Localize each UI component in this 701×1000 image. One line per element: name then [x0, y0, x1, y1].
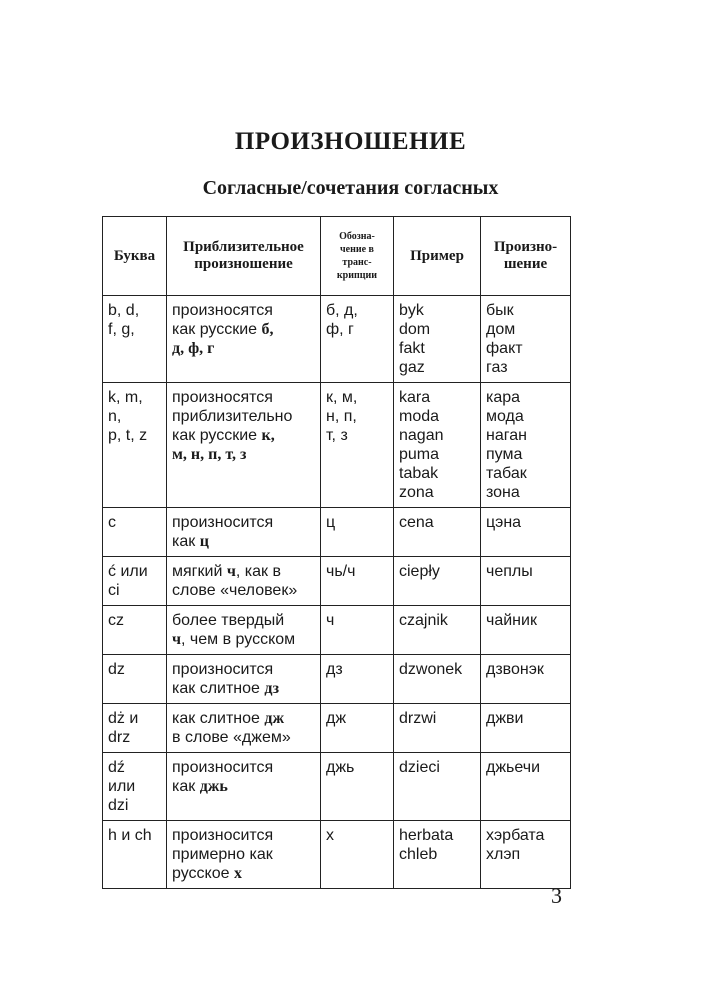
- table-row: [103, 296, 571, 383]
- cell-approx-pronunciation: [167, 655, 321, 704]
- cell-pronunciation: [481, 821, 571, 889]
- cell-letter: [103, 704, 167, 753]
- cell-line: moda: [399, 408, 440, 425]
- cell-pronunciation: [481, 753, 571, 821]
- cell-line: как слитное дж: [172, 710, 285, 727]
- cell-line: дом: [486, 321, 516, 338]
- table-row: [103, 606, 571, 655]
- cell-line: как ц: [172, 533, 209, 550]
- cell-approx-pronunciation: [167, 606, 321, 655]
- cell-line: cena: [399, 514, 434, 531]
- cell-line: tabak: [399, 465, 439, 482]
- cell-letter: [103, 296, 167, 383]
- cell-line: как джь: [172, 778, 228, 795]
- cell-line: произносится: [172, 827, 274, 844]
- header-pronunciation: Произно- шение: [481, 217, 571, 296]
- cell-pronunciation: [481, 296, 571, 383]
- bold-letters: джь: [199, 778, 228, 795]
- cell-letter: [103, 383, 167, 508]
- cell-line: произносится: [172, 514, 274, 531]
- cell-example: [394, 606, 481, 655]
- cell-approx-pronunciation: [167, 821, 321, 889]
- cell-line: ciepły: [399, 563, 440, 580]
- page-title: ПРОИЗНОШЕНИЕ: [234, 128, 467, 155]
- cell-example: [394, 821, 481, 889]
- cell-approx-pronunciation: [167, 753, 321, 821]
- cell-transcription: [321, 606, 394, 655]
- cell-pronunciation: [481, 383, 571, 508]
- cell-line: произносятся: [172, 302, 273, 319]
- header-approx-pronunciation: Приблизительное произношение: [167, 217, 321, 296]
- cell-line: ф, г: [326, 321, 354, 338]
- cell-line: х: [326, 827, 334, 844]
- cell-line: мягкий ч, как в: [172, 563, 281, 580]
- cell-line: как слитное дз: [172, 680, 280, 697]
- table-row: [103, 655, 571, 704]
- cell-line: дз: [326, 661, 343, 678]
- cell-line: dż и: [108, 710, 139, 727]
- cell-letter: [103, 753, 167, 821]
- cell-pronunciation: [481, 704, 571, 753]
- table-row: [103, 704, 571, 753]
- cell-line: приблизительно: [172, 408, 293, 425]
- cell-pronunciation: [481, 557, 571, 606]
- cell-transcription: [321, 508, 394, 557]
- cell-example: [394, 753, 481, 821]
- cell-letter: [103, 821, 167, 889]
- cell-line: dzi: [108, 797, 129, 814]
- cell-transcription: [321, 821, 394, 889]
- cell-line: чь/ч: [326, 563, 356, 580]
- cell-line: dź: [108, 759, 125, 776]
- cell-line: f, g,: [108, 321, 135, 338]
- bold-letters: ч: [172, 631, 182, 648]
- cell-pronunciation: [481, 655, 571, 704]
- cell-transcription: [321, 704, 394, 753]
- cell-line: cz: [108, 612, 124, 629]
- cell-line: газ: [486, 359, 508, 376]
- cell-line: н, п,: [326, 408, 357, 425]
- header-letter: Буква: [103, 217, 167, 296]
- cell-example: [394, 557, 481, 606]
- cell-line: наган: [486, 427, 527, 444]
- cell-line: как русские б,: [172, 321, 274, 338]
- cell-line: хэрбата: [486, 827, 545, 844]
- header-example: Пример: [394, 217, 481, 296]
- cell-line: p, t, z: [108, 427, 148, 444]
- cell-example: [394, 296, 481, 383]
- cell-line: ч, чем в русском: [172, 631, 296, 648]
- cell-line: kara: [399, 389, 431, 406]
- bold-letters: д, ф, г: [172, 340, 215, 357]
- cell-line: мода: [486, 408, 524, 425]
- cell-line: к, м,: [326, 389, 358, 406]
- cell-letter: [103, 655, 167, 704]
- cell-line: более твердый: [172, 612, 285, 629]
- cell-example: [394, 383, 481, 508]
- bold-letters: к,: [261, 427, 275, 444]
- cell-line: fakt: [399, 340, 425, 357]
- cell-transcription: [321, 557, 394, 606]
- cell-line: dz: [108, 661, 125, 678]
- cell-line: zona: [399, 484, 434, 501]
- cell-line: чеплы: [486, 563, 533, 580]
- cell-line: джви: [486, 710, 524, 727]
- cell-line: произносится: [172, 759, 274, 776]
- cell-line: произносится: [172, 661, 274, 678]
- cell-line: chleb: [399, 846, 438, 863]
- cell-line: табак: [486, 465, 527, 482]
- cell-line: c: [108, 514, 116, 531]
- section-subtitle: Согласные/сочетания согласных: [202, 177, 499, 199]
- cell-line: слове «человек»: [172, 582, 298, 599]
- cell-letter: [103, 508, 167, 557]
- cell-line: дзвонэк: [486, 661, 544, 678]
- cell-example: [394, 704, 481, 753]
- cell-line: или: [108, 778, 136, 795]
- cell-approx-pronunciation: [167, 704, 321, 753]
- cell-line: чайник: [486, 612, 537, 629]
- cell-transcription: [321, 296, 394, 383]
- cell-line: ć или: [108, 563, 148, 580]
- bold-letters: м, н, п, т, з: [172, 446, 247, 463]
- cell-line: т, з: [326, 427, 348, 444]
- table-row: [103, 557, 571, 606]
- cell-line: как русские к,: [172, 427, 275, 444]
- cell-letter: [103, 557, 167, 606]
- cell-line: czajnik: [399, 612, 448, 629]
- pronunciation-table: [102, 216, 571, 889]
- cell-line: ci: [108, 582, 120, 599]
- cell-pronunciation: [481, 508, 571, 557]
- cell-line: в слове «джем»: [172, 729, 291, 746]
- cell-line: джь: [326, 759, 355, 776]
- cell-example: [394, 655, 481, 704]
- cell-line: кара: [486, 389, 521, 406]
- cell-line: б, д,: [326, 302, 358, 319]
- cell-transcription: [321, 753, 394, 821]
- cell-approx-pronunciation: [167, 508, 321, 557]
- cell-line: факт: [486, 340, 523, 357]
- cell-line: произносятся: [172, 389, 273, 406]
- bold-letters: дз: [264, 680, 280, 697]
- cell-letter: [103, 606, 167, 655]
- cell-line: herbata: [399, 827, 454, 844]
- cell-transcription: [321, 655, 394, 704]
- cell-approx-pronunciation: [167, 296, 321, 383]
- cell-line: джьечи: [486, 759, 541, 776]
- cell-line: бык: [486, 302, 514, 319]
- table-row: [103, 508, 571, 557]
- bold-letters: дж: [264, 710, 285, 727]
- cell-line: русское х: [172, 865, 242, 882]
- cell-line: drz: [108, 729, 131, 746]
- cell-line: k, m,: [108, 389, 143, 406]
- cell-line: зона: [486, 484, 520, 501]
- cell-line: dom: [399, 321, 431, 338]
- cell-pronunciation: [481, 606, 571, 655]
- table-row: [103, 821, 571, 889]
- cell-line: dzwonek: [399, 661, 463, 678]
- cell-line: примерно как: [172, 846, 273, 863]
- cell-line: [172, 339, 318, 358]
- page-number: 3: [551, 883, 562, 908]
- cell-transcription: [321, 383, 394, 508]
- cell-line: nagan: [399, 427, 444, 444]
- cell-line: дж: [326, 710, 347, 727]
- cell-line: dzieci: [399, 759, 440, 776]
- cell-line: ц: [326, 514, 336, 531]
- cell-approx-pronunciation: [167, 557, 321, 606]
- bold-letters: ц: [199, 533, 209, 550]
- bold-letters: б,: [261, 321, 274, 338]
- cell-line: gaz: [399, 359, 425, 376]
- table-header-row: [103, 217, 571, 296]
- cell-line: byk: [399, 302, 424, 319]
- cell-example: [394, 508, 481, 557]
- cell-line: цэна: [486, 514, 522, 531]
- cell-line: пума: [486, 446, 523, 463]
- cell-line: ч: [326, 612, 335, 629]
- cell-line: b, d,: [108, 302, 140, 319]
- table-row: [103, 753, 571, 821]
- cell-line: n,: [108, 408, 122, 425]
- bold-letters: х: [233, 865, 242, 882]
- cell-line: хлэп: [486, 846, 521, 863]
- table-body: [103, 296, 571, 889]
- table-row: [103, 383, 571, 508]
- cell-line: h и ch: [108, 827, 152, 844]
- cell-line: drzwi: [399, 710, 437, 727]
- cell-approx-pronunciation: [167, 383, 321, 508]
- header-transcription: Обозна- чение в транс- крипции: [321, 217, 394, 296]
- cell-line: [172, 445, 318, 464]
- bold-letters: ч: [226, 563, 236, 580]
- cell-line: puma: [399, 446, 440, 463]
